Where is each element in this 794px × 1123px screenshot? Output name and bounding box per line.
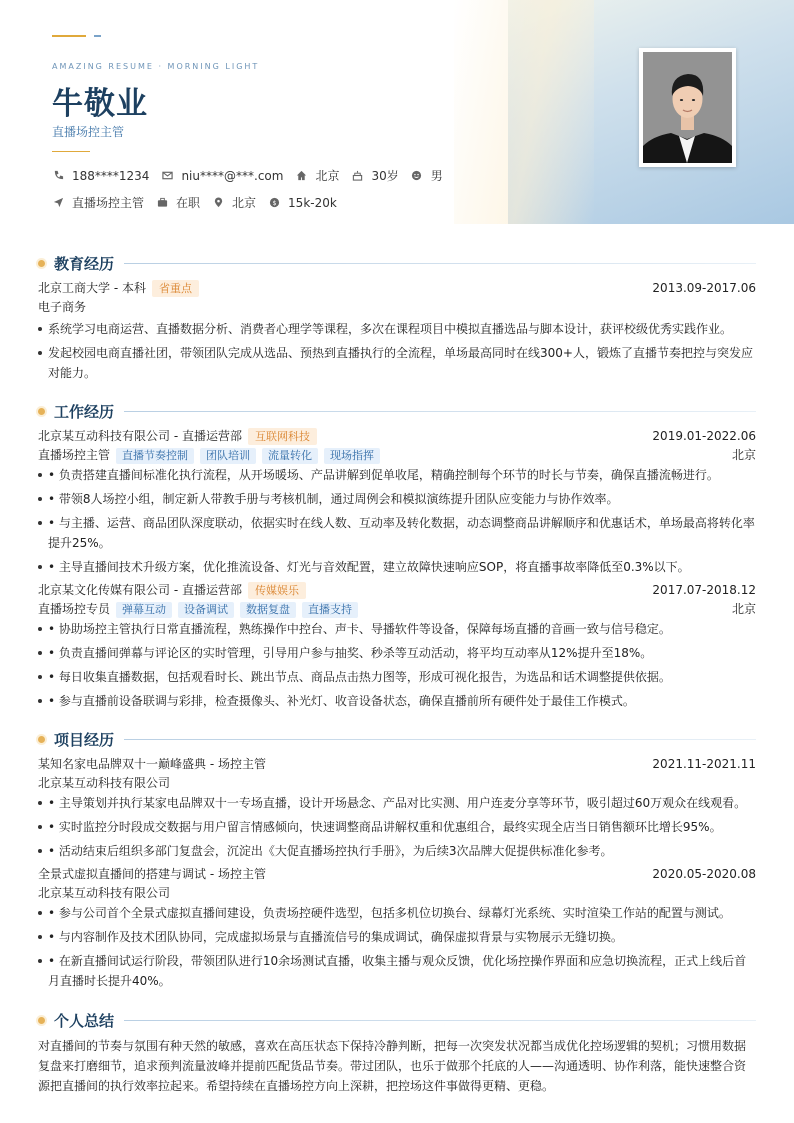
project-bullets: [38, 903, 756, 991]
section-header: [38, 253, 756, 273]
resume-header: [0, 0, 794, 226]
work-bullets: [38, 619, 756, 711]
gender-item: 男: [411, 167, 443, 184]
name-divider: [52, 151, 90, 152]
major: 电子商务: [38, 300, 87, 314]
project-name: 某知名家电品牌双十一巅峰盛典 - 场控主管: [38, 757, 266, 771]
accent-line-short: [94, 35, 101, 37]
list-item: • 实时监控分时段成交数据与用户留言情感倾向，快速调整商品讲解权重和优惠组合，最终实现全店当日销售额环比增长95%。: [38, 817, 756, 837]
section-title: 项目经历: [54, 730, 115, 749]
list-item: • 在新直播间试运行阶段，带领团队进行10余场测试直播，收集主播与观众反馈，优化场控操作界面和应急切换流程，正式上线后首月直播时长提升40%。: [38, 951, 756, 991]
header-light-glow: [454, 0, 594, 224]
work-date: 2019.01-2022.06: [652, 429, 756, 443]
list-item: • 负责搭建直播间标准化执行流程，从开场暖场、产品讲解到促单收尾，精确控制每个环节的时长与节奏，确保直播流畅进行。: [38, 465, 756, 485]
target-position: 直播场控主管: [52, 125, 125, 139]
industry-badge: 互联网科技: [248, 428, 317, 445]
work-bullets: [38, 465, 756, 577]
face-icon: [411, 170, 423, 182]
project-name: 全景式虚拟直播间的搭建与调试 - 场控主管: [38, 867, 266, 881]
section-header: [38, 1010, 756, 1030]
project-date: 2021.11-2021.11: [652, 757, 756, 771]
list-item: 发起校园电商直播社团，带领团队完成从选品、预热到直播执行的全流程，单场最高同时在线300+人，锻炼了直播节奏把控与突发应对能力。: [38, 343, 756, 383]
skill-tag: 弹幕互动: [116, 602, 172, 618]
section-dot-icon: [38, 408, 45, 415]
project-date: 2020.05-2020.08: [652, 867, 756, 881]
company-name: 北京某互动科技有限公司 - 直播运营部: [38, 429, 242, 443]
salary-icon: [268, 197, 280, 209]
education-bullets: [38, 319, 756, 383]
skill-tag: 设备调试: [178, 602, 234, 618]
list-item: • 主导直播间技术升级方案，优化推流设备、灯光与音效配置，建立故障快速响应SOP，将直播事故率降低至0.3%以下。: [38, 557, 756, 577]
residence-item: 北京: [295, 167, 339, 184]
list-item: • 与内容制作及技术团队协同，完成虚拟场景与直播流信号的集成调试，确保虚拟背景与实物展示无缝切换。: [38, 927, 756, 947]
briefcase-icon: [156, 197, 168, 209]
candidate-name: 牛敬业: [52, 86, 148, 122]
industry-badge: 传媒娱乐: [248, 582, 306, 599]
intent-city-item: 北京: [212, 194, 256, 211]
section-dot-icon: [38, 736, 45, 743]
work-city: 北京: [731, 448, 756, 462]
list-item: 系统学习电商运营、直播数据分析、消费者心理学等课程，多次在课程项目中模拟直播选品与脚本设计，获评校级优秀实践作业。: [38, 319, 756, 339]
phone-item: 188****1234: [52, 169, 149, 183]
email-item: niu****@***.com: [161, 169, 283, 183]
intent-position-item: 直播场控主管: [52, 194, 144, 211]
job-role: 直播场控专员: [38, 602, 111, 616]
work-entry: [38, 427, 756, 577]
skill-tag: 团队培训: [200, 448, 256, 464]
job-intent-row: [52, 194, 349, 211]
send-icon: [52, 197, 64, 209]
contact-info-row: [52, 167, 455, 184]
skill-tag: 直播节奏控制: [116, 448, 194, 464]
list-item: • 负责直播间弹幕与评论区的实时管理，引导用户参与抽奖、秒杀等互动活动，将平均互动率从12%提升至18%。: [38, 643, 756, 663]
company-name: 北京某文化传媒有限公司 - 直播运营部: [38, 583, 242, 597]
education-section: [38, 253, 756, 387]
section-header: [38, 729, 756, 749]
list-item: • 活动结束后组织多部门复盘会，沉淀出《大促直播场控执行手册》，为后续3次品牌大促提供标准化参考。: [38, 841, 756, 861]
svg-text:$: $: [272, 198, 277, 207]
job-role: 直播场控主管: [38, 448, 111, 462]
skill-tag: 直播支持: [302, 602, 358, 618]
section-header: [38, 401, 756, 421]
profile-photo: [639, 48, 736, 167]
project-org: 北京某互动科技有限公司: [38, 776, 171, 790]
phone-icon: [52, 170, 64, 182]
home-icon: [295, 170, 307, 182]
section-dot-icon: [38, 260, 45, 267]
skill-tag: 流量转化: [262, 448, 318, 464]
status-item: 在职: [156, 194, 200, 211]
location-icon: [212, 197, 224, 209]
work-entry: [38, 581, 756, 711]
project-bullets: [38, 793, 756, 861]
project-entry: [38, 865, 756, 991]
work-date: 2017.07-2018.12: [652, 583, 756, 597]
summary-section: [38, 1010, 756, 1096]
section-divider: [124, 263, 756, 264]
work-city: 北京: [731, 602, 756, 616]
list-item: • 带领8人场控小组，制定新人带教手册与考核机制，通过周例会和模拟演练提升团队应变能力与协作效率。: [38, 489, 756, 509]
accent-line: [52, 35, 86, 37]
list-item: • 主导策划并执行某家电品牌双十一专场直播，设计开场悬念、产品对比实测、用户连麦分享等环节，吸引超过60万观众在线观看。: [38, 793, 756, 813]
school-badge: 省重点: [152, 280, 199, 297]
education-date: 2013.09-2017.06: [652, 281, 756, 295]
project-section: [38, 729, 756, 995]
list-item: • 参与直播前设备联调与彩排，检查摄像头、补光灯、收音设备状态，确保直播前所有硬件处于最佳工作模式。: [38, 691, 756, 711]
skill-tag: 现场指挥: [324, 448, 380, 464]
education-entry: [38, 279, 756, 298]
section-title: 工作经历: [54, 402, 115, 421]
age-item: 30岁: [351, 167, 398, 184]
work-section: [38, 401, 756, 715]
salary-item: $ 15k-20k: [268, 196, 337, 210]
school-name: 北京工商大学 - 本科: [38, 281, 146, 295]
section-dot-icon: [38, 1017, 45, 1024]
tagline: AMAZING RESUME · MORNING LIGHT: [52, 62, 260, 71]
mail-icon: [161, 170, 173, 182]
section-divider: [124, 1020, 756, 1021]
skill-tag: 数据复盘: [240, 602, 296, 618]
section-divider: [124, 739, 756, 740]
summary-text: 对直播间的节奏与氛围有种天然的敏感，喜欢在高压状态下保持冷静判断，把每一次突发状况都当成优化控场逻辑的契机；习惯用数据复盘来打磨细节，追求预判流量波峰并提前匹配货品节奏。带过团队，也乐于做那个托底的人——沟通透明、协作利落，能快速整合资源把直播间的执行效率拉起来。希望持续在直播场控方向上深耕，把控场这件事做得更精、更稳。: [38, 1039, 747, 1093]
project-entry: [38, 755, 756, 861]
section-title: 个人总结: [54, 1011, 115, 1030]
project-org: 北京某互动科技有限公司: [38, 886, 171, 900]
list-item: • 参与公司首个全景式虚拟直播间建设，负责场控硬件选型，包括多机位切换台、绿幕灯光系统、实时渲染工作站的配置与测试。: [38, 903, 756, 923]
list-item: • 每日收集直播数据，包括观看时长、跳出节点、商品点击热力图等，形成可视化报告，为选品和话术调整提供依据。: [38, 667, 756, 687]
list-item: • 协助场控主管执行日常直播流程，熟练操作中控台、声卡、导播软件等设备，保障每场直播的音画一致与信号稳定。: [38, 619, 756, 639]
section-divider: [124, 411, 756, 412]
list-item: • 与主播、运营、商品团队深度联动，依据实时在线人数、互动率及转化数据，动态调整商品讲解顺序和优惠话术，单场最高将转化率提升25%。: [38, 513, 756, 553]
cake-icon: [351, 170, 363, 182]
section-title: 教育经历: [54, 254, 115, 273]
